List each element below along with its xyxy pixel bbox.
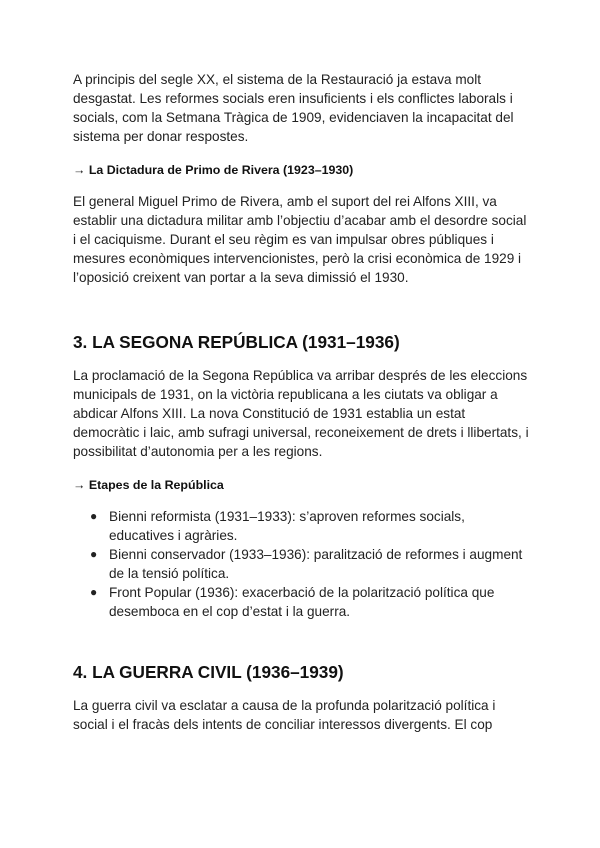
bullet-icon: ●	[90, 585, 98, 599]
list-item-text: Front Popular (1936): exacerbació de la polarització política que desemboca en el cop d’estat i la guerra.	[109, 585, 495, 619]
dictadura-paragraph: El general Miguel Primo de Rivera, amb el suport del rei Alfons XIII, va establir una dictadura militar amb l’objectiu d’acabar amb el desordre social i el caciquisme. Durant el seu règim es van impulsar obres públiques i mesures econòmiques intervencionistes, però la crisi econòmica de 1929 i l’oposició creixent van portar a la seva dimissió el 1930.	[73, 194, 527, 285]
dictadura-subheading: → La Dictadura de Primo de Rivera (1923–1930)	[73, 163, 354, 177]
section-3-title: 3. LA SEGONA REPÚBLICA (1931–1936)	[73, 332, 400, 352]
section-4-title: 4. LA GUERRA CIVIL (1936–1939)	[73, 662, 344, 682]
etapes-subheading: → Etapes de la República	[73, 478, 224, 492]
list-item	[73, 583, 530, 621]
list-item	[73, 507, 530, 545]
section-3-paragraph: La proclamació de la Segona República va arribar després de les eleccions municipals de 1931, on la victòria republicana a les ciutats va obligar a abdicar Alfons XIII. La nova Constitució de 1931 establia un estat democràtic i laic, amb sufragi universal, reconeixement de drets i llibertats, i possibilitat d’autonomia per a les regions.	[73, 368, 529, 459]
list-item-text: Bienni conservador (1933–1936): paralització de reformes i augment de la tensió política.	[109, 547, 523, 581]
list-item-text: Bienni reformista (1931–1933): s’aproven reformes socials, educatives i agràries.	[109, 509, 465, 543]
bullet-icon: ●	[90, 509, 98, 523]
section-4-paragraph: La guerra civil va esclatar a causa de la profunda polarització política i social i el fracàs dels intents de conciliar interessos divergents. El cop	[73, 698, 496, 732]
etapes-list	[73, 507, 530, 621]
bullet-icon: ●	[90, 547, 98, 561]
intro-paragraph: A principis del segle XX, el sistema de la Restauració ja estava molt desgastat. Les reformes socials eren insuficients i els conflictes laborals i socials, com la Setmana Tràgica de 1909, evidenciaven la incapacitat del sistema per donar respostes.	[73, 72, 514, 144]
list-item	[73, 545, 530, 583]
